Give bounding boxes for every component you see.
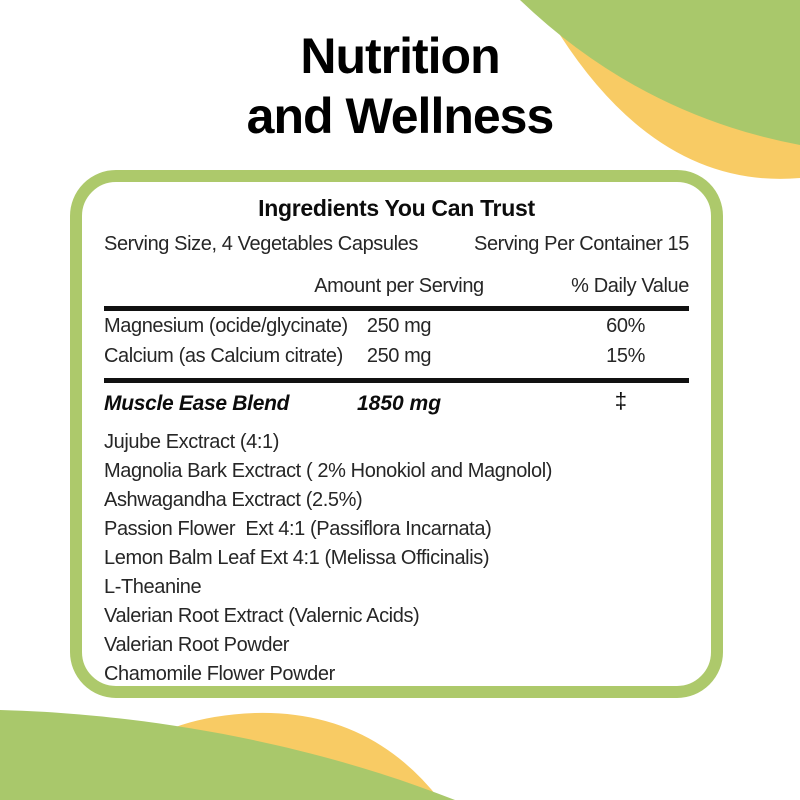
page-title-line1: Nutrition xyxy=(300,28,500,84)
list-item: Magnolia Bark Exctract ( 2% Honokiol and Magnolol) xyxy=(104,460,552,482)
nutrient-name: Calcium (as Calcium citrate) xyxy=(104,345,343,367)
page-title-line2: and Wellness xyxy=(246,88,554,144)
list-item: L-Theanine xyxy=(104,576,202,598)
blend-amount: 1850 mg xyxy=(356,392,442,415)
list-item: Ashwagandha Exctract (2.5%) xyxy=(104,489,363,511)
blend-name: Muscle Ease Blend xyxy=(104,392,290,415)
amount-per-serving-header: Amount per Serving xyxy=(314,275,484,297)
list-item: Valerian Root Powder xyxy=(104,634,290,656)
daily-value-header: % Daily Value xyxy=(571,275,689,297)
list-item: Chamomile Flower Powder xyxy=(104,663,335,685)
list-item: Lemon Balm Leaf Ext 4:1 (Melissa Officinalis) xyxy=(104,547,490,569)
serving-info-row xyxy=(104,232,689,256)
table-column-headers xyxy=(104,274,689,298)
supplement-facts-panel xyxy=(70,170,723,698)
table-row xyxy=(104,341,689,371)
list-item: Jujube Exctract (4:1) xyxy=(104,431,280,453)
nutrient-amount: 250 mg xyxy=(366,345,432,367)
nutrient-name: Magnesium (ocide/glycinate) xyxy=(104,315,348,337)
blend-row xyxy=(104,386,689,422)
list-item: Valerian Root Extract (Valernic Acids) xyxy=(104,605,420,627)
ingredient-list xyxy=(104,428,689,689)
serving-per-container-text: Serving Per Container 15 xyxy=(474,233,689,255)
panel-content xyxy=(82,182,711,689)
divider-rule-middle xyxy=(104,378,689,383)
list-item: Passion Flower Ext 4:1 (Passiflora Incarnata) xyxy=(104,518,492,540)
page-title xyxy=(0,26,800,146)
nutrient-amount: 250 mg xyxy=(366,315,432,337)
table-row xyxy=(104,311,689,341)
serving-size-text: Serving Size, 4 Vegetables Capsules xyxy=(104,233,418,255)
nutrient-daily-value: 15% xyxy=(606,345,645,367)
double-dagger-symbol: ‡ xyxy=(614,388,627,413)
panel-heading: Ingredients You Can Trust xyxy=(258,195,535,221)
nutrient-daily-value: 60% xyxy=(606,315,645,337)
